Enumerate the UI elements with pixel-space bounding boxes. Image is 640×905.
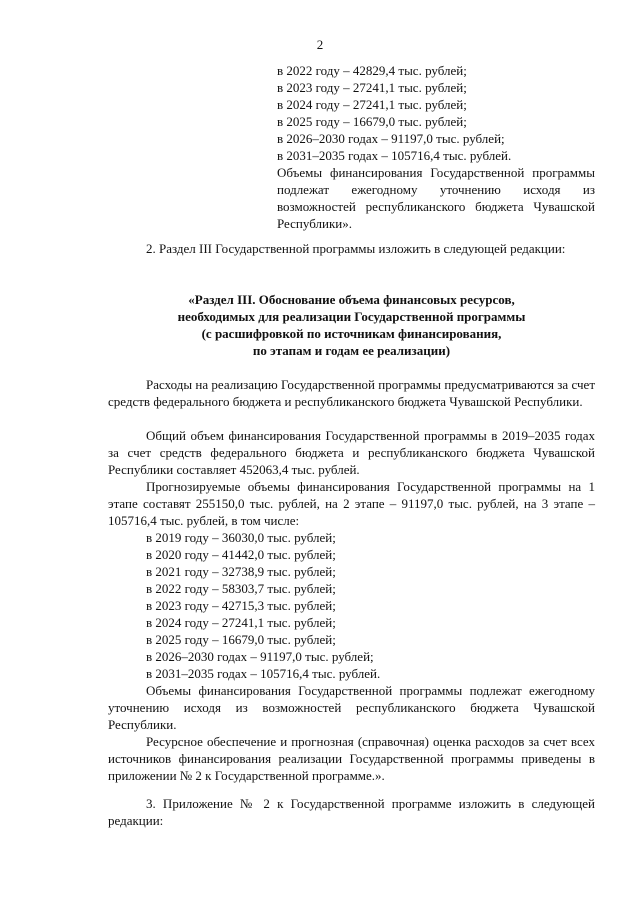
list-item: в 2023 году – 27241,1 тыс. рублей; bbox=[277, 80, 467, 95]
volumes-paragraph: Объемы финансирования Государственной программы подлежат ежегодному уточнению исходя из возможностей республиканского бюджета Чувашской Республики. bbox=[108, 683, 595, 732]
list-item: в 2024 году – 27241,1 тыс. рублей; bbox=[277, 97, 467, 112]
year-item: в 2021 году – 32738,9 тыс. рублей; bbox=[146, 564, 336, 579]
resource-paragraph: Ресурсное обеспечение и прогнозная (справочная) оценка расходов за счет всех источников финансирования реализации Государственной программы приведены в приложении № 2 к Государственной программе.». bbox=[108, 734, 595, 783]
top-paragraph: Объемы финансирования Государственной программы подлежат ежегодному уточнению исходя из возможностей республиканского бюджета Чувашской Республики». bbox=[277, 165, 595, 231]
total-paragraph: Общий объем финансирования Государственной программы в 2019–2035 годах за счет средств федерального бюджета и республиканского бюджета Чувашской Республики составляет 452063,4 тыс. рублей. bbox=[108, 428, 595, 477]
list-item: в 2025 году – 16679,0 тыс. рублей; bbox=[277, 114, 467, 129]
list-item: в 2031–2035 годах – 105716,4 тыс. рублей. bbox=[277, 148, 512, 163]
year-item: в 2025 году – 16679,0 тыс. рублей; bbox=[146, 632, 336, 647]
forecast-paragraph: Прогнозируемые объемы финансирования Государственной программы на 1 этапе составят 255150,0 тыс. рублей, на 2 этапе – 91197,0 тыс. рублей, на 3 этапе – 105716,4 тыс. рублей, в том числе: bbox=[108, 479, 595, 528]
expenses-paragraph: Расходы на реализацию Государственной программы предусматриваются за счет средств федерального бюджета и республиканского бюджета Чувашской Республики. bbox=[108, 377, 595, 409]
year-item: в 2019 году – 36030,0 тыс. рублей; bbox=[146, 530, 336, 545]
year-item: в 2031–2035 годах – 105716,4 тыс. рублей. bbox=[146, 666, 381, 681]
heading-line: по этапам и годам ее реализации) bbox=[252, 343, 451, 358]
section-heading bbox=[108, 291, 595, 359]
year-item: в 2023 году – 42715,3 тыс. рублей; bbox=[146, 598, 336, 613]
year-item: в 2024 году – 27241,1 тыс. рублей; bbox=[146, 615, 336, 630]
heading-line: необходимых для реализации Государственной программы bbox=[177, 309, 526, 324]
heading-line: (с расшифровкой по источникам финансирования, bbox=[201, 326, 502, 341]
year-item: в 2020 году – 41442,0 тыс. рублей; bbox=[146, 547, 336, 562]
item-2-paragraph: 2. Раздел III Государственной программы изложить в следующей редакции: bbox=[146, 241, 566, 256]
item-3-paragraph: 3. Приложение № 2 к Государственной программе изложить в следующей редакции: bbox=[108, 796, 595, 828]
list-item: в 2026–2030 годах – 91197,0 тыс. рублей; bbox=[277, 131, 505, 146]
page-number: 2 bbox=[316, 37, 324, 52]
year-item: в 2022 году – 58303,7 тыс. рублей; bbox=[146, 581, 336, 596]
heading-line: «Раздел III. Обоснование объема финансовых ресурсов, bbox=[188, 292, 515, 307]
year-item: в 2026–2030 годах – 91197,0 тыс. рублей; bbox=[146, 649, 374, 664]
list-item: в 2022 году – 42829,4 тыс. рублей; bbox=[277, 63, 467, 78]
